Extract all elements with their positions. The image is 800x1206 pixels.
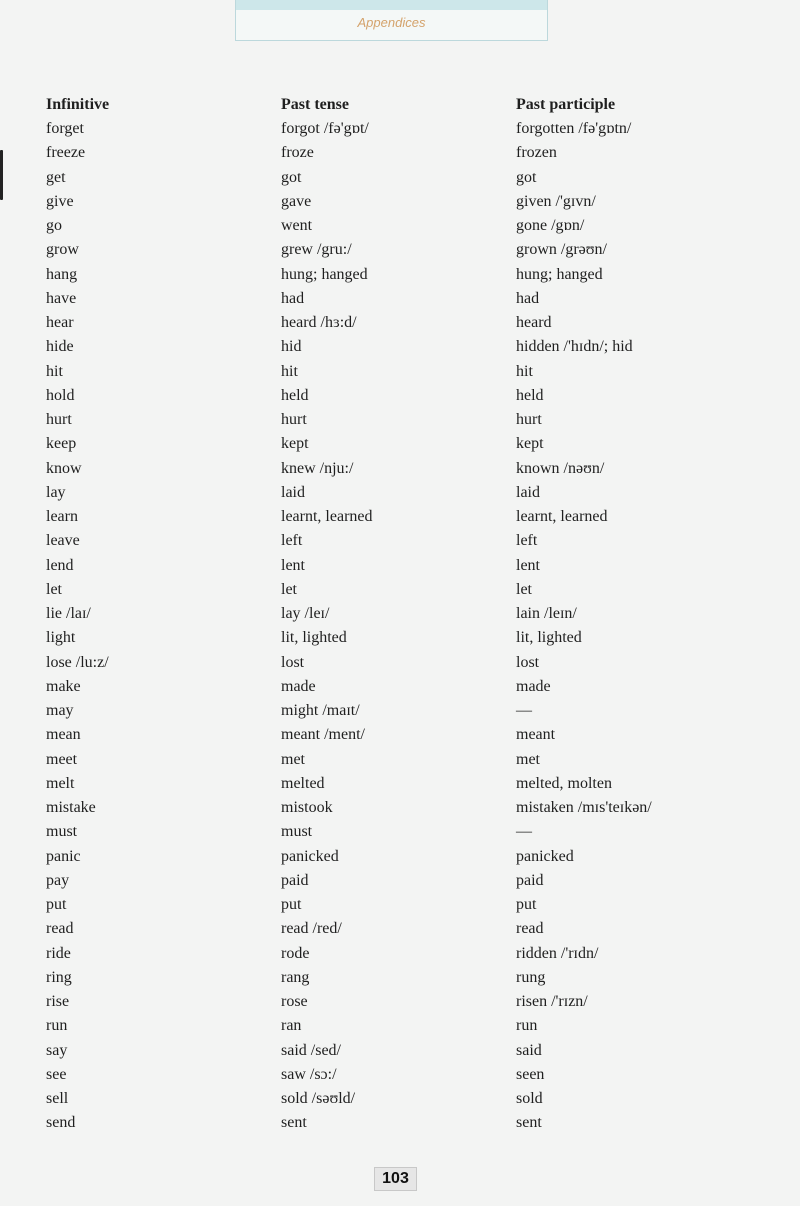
past-tense-cell: forgot /fə'gɒt/ [281, 120, 369, 137]
past-tense-cell: lay /leɪ/ [281, 605, 330, 622]
past-participle-cell: hidden /'hɪdn/; hid [516, 338, 633, 356]
past-participle-cell: ridden /'rɪdn/ [516, 944, 599, 962]
infinitive-cell: lay [46, 483, 66, 501]
infinitive-cell: have [46, 289, 77, 307]
past-participle-cell: said [516, 1041, 542, 1059]
infinitive-cell: know [46, 459, 82, 477]
past-participle-list [516, 117, 652, 1136]
past-tense-cell: hid [281, 338, 302, 356]
past-participle-cell: made [516, 677, 551, 695]
past-tense-cell: met [281, 750, 305, 768]
past-tense-cell: hung; hanged [281, 265, 368, 283]
infinitive-cell: forget [46, 120, 84, 137]
past-participle-cell: mistaken /mɪs'teɪkən/ [516, 799, 652, 816]
past-participle-cell: risen /'rɪzn/ [516, 993, 588, 1010]
infinitive-cell: hide [46, 338, 74, 356]
infinitive-cell: put [46, 896, 67, 913]
past-participle-cell: learnt, learned [516, 508, 608, 525]
infinitive-cell: keep [46, 435, 77, 453]
past-tense-cell: must [281, 823, 313, 841]
past-tense-cell: rang [281, 968, 310, 986]
past-tense-cell: sold /səʊld/ [281, 1090, 356, 1107]
past-participle-cell: meant [516, 726, 556, 744]
past-tense-header: Past tense [281, 96, 349, 113]
past-participle-cell: hung; hanged [516, 265, 603, 283]
past-participle-cell: got [516, 168, 537, 186]
infinitive-cell: hang [46, 265, 78, 283]
past-tense-cell: learnt, learned [281, 508, 373, 525]
past-tense-cell: might /maɪt/ [281, 702, 360, 719]
past-participle-cell: hit [516, 362, 533, 380]
past-tense-cell: lent [281, 556, 305, 574]
infinitive-list [46, 117, 109, 1136]
infinitive-cell: make [46, 677, 81, 695]
past-participle-cell: let [516, 580, 532, 598]
past-participle-cell: put [516, 896, 537, 913]
past-participle-cell: sold [516, 1090, 543, 1107]
page-number: 103 [374, 1167, 417, 1191]
past-participle-cell: seen [516, 1065, 545, 1083]
past-tense-cell: rose [281, 993, 308, 1010]
past-tense-cell: lit, lighted [281, 629, 347, 647]
infinitive-cell: light [46, 629, 76, 647]
past-participle-cell: given /'gɪvn/ [516, 192, 596, 210]
past-tense-cell: made [281, 677, 316, 695]
past-tense-cell: grew /gru:/ [281, 241, 352, 259]
section-title: Appendices [357, 15, 426, 30]
section-header-tab [235, 0, 548, 41]
past-participle-cell: lain /leɪn/ [516, 605, 577, 622]
infinitive-cell: ring [46, 968, 72, 986]
past-participle-cell: known /nəʊn/ [516, 459, 605, 477]
past-participle-cell: grown /grəʊn/ [516, 241, 607, 259]
header-color-band [236, 0, 547, 10]
past-tense-cell: got [281, 168, 302, 186]
past-tense-cell: rode [281, 944, 310, 962]
past-participle-cell: gone /gɒn/ [516, 217, 585, 234]
past-participle-cell: — [516, 702, 532, 719]
past-participle-cell: lost [516, 653, 540, 671]
infinitive-cell: must [46, 823, 78, 841]
infinitive-cell: lend [46, 556, 74, 574]
infinitive-cell: give [46, 192, 74, 210]
page-edge-mark [0, 150, 3, 200]
past-tense-cell: hit [281, 362, 298, 380]
past-tense-cell: left [281, 532, 303, 550]
past-tense-cell: had [281, 289, 305, 307]
past-tense-cell: saw /sɔ:/ [281, 1065, 337, 1083]
past-tense-cell: let [281, 580, 297, 598]
past-participle-column [516, 93, 652, 1136]
past-tense-cell: melted [281, 774, 325, 792]
past-participle-cell: rung [516, 968, 546, 986]
infinitive-cell: freeze [46, 144, 86, 162]
past-participle-cell: run [516, 1017, 538, 1035]
infinitive-cell: get [46, 168, 66, 186]
infinitive-cell: let [46, 580, 62, 598]
infinitive-cell: panic [46, 847, 81, 865]
past-tense-cell: paid [281, 871, 309, 889]
infinitive-cell: mistake [46, 799, 96, 816]
past-tense-cell: lost [281, 653, 305, 671]
past-tense-list [281, 117, 373, 1136]
infinitive-cell: mean [46, 726, 81, 744]
infinitive-cell: leave [46, 532, 80, 550]
past-tense-cell: held [281, 386, 309, 404]
infinitive-cell: say [46, 1041, 68, 1059]
infinitive-cell: learn [46, 508, 78, 525]
infinitive-cell: read [46, 920, 74, 938]
infinitive-cell: lie /laɪ/ [46, 605, 91, 622]
past-tense-cell: put [281, 896, 302, 913]
past-tense-cell: said /sed/ [281, 1041, 341, 1059]
past-tense-cell: gave [281, 192, 312, 210]
past-participle-cell: held [516, 386, 544, 404]
past-tense-cell: went [281, 217, 313, 234]
past-tense-cell: froze [281, 144, 314, 162]
past-participle-cell: forgotten /fə'gɒtn/ [516, 120, 632, 137]
past-participle-cell: — [516, 823, 532, 841]
past-participle-cell: kept [516, 435, 544, 453]
infinitive-cell: send [46, 1114, 76, 1132]
past-tense-cell: mistook [281, 799, 333, 816]
past-participle-cell: met [516, 750, 540, 768]
past-tense-cell: knew /nju:/ [281, 459, 354, 477]
past-participle-cell: had [516, 289, 540, 307]
past-tense-cell: hurt [281, 411, 307, 428]
infinitive-cell: sell [46, 1090, 69, 1107]
past-participle-cell: lit, lighted [516, 629, 582, 647]
infinitive-cell: hold [46, 386, 75, 404]
infinitive-cell: hear [46, 314, 74, 331]
infinitive-cell: pay [46, 871, 70, 889]
past-participle-cell: left [516, 532, 538, 550]
infinitive-cell: run [46, 1017, 68, 1035]
past-tense-cell: panicked [281, 847, 339, 865]
infinitive-cell: meet [46, 750, 78, 768]
infinitive-cell: go [46, 217, 62, 234]
past-participle-cell: melted, molten [516, 774, 612, 792]
past-tense-cell: read /red/ [281, 920, 342, 938]
infinitive-cell: rise [46, 993, 70, 1010]
past-participle-cell: heard [516, 314, 552, 331]
past-tense-cell: meant /ment/ [281, 726, 365, 744]
infinitive-header: Infinitive [46, 96, 110, 113]
past-participle-cell: panicked [516, 847, 574, 865]
infinitive-cell: melt [46, 774, 75, 792]
past-tense-cell: laid [281, 483, 305, 501]
past-tense-cell: ran [281, 1017, 302, 1035]
infinitive-cell: hit [46, 362, 63, 380]
past-participle-cell: lent [516, 556, 540, 574]
past-tense-column [281, 93, 373, 1136]
past-participle-header: Past participle [516, 96, 616, 113]
infinitive-cell: lose /lu:z/ [46, 653, 109, 671]
infinitive-column [46, 93, 109, 1136]
infinitive-cell: see [46, 1065, 67, 1083]
infinitive-cell: hurt [46, 411, 72, 428]
past-participle-cell: sent [516, 1114, 542, 1132]
past-participle-cell: laid [516, 483, 540, 501]
past-tense-cell: sent [281, 1114, 307, 1132]
past-tense-cell: heard /hɜ:d/ [281, 314, 357, 331]
past-participle-cell: hurt [516, 411, 542, 428]
infinitive-cell: grow [46, 241, 79, 259]
infinitive-cell: ride [46, 944, 71, 962]
past-tense-cell: kept [281, 435, 309, 453]
infinitive-cell: may [46, 702, 74, 719]
past-participle-cell: frozen [516, 144, 557, 162]
past-participle-cell: paid [516, 871, 544, 889]
past-participle-cell: read [516, 920, 544, 938]
